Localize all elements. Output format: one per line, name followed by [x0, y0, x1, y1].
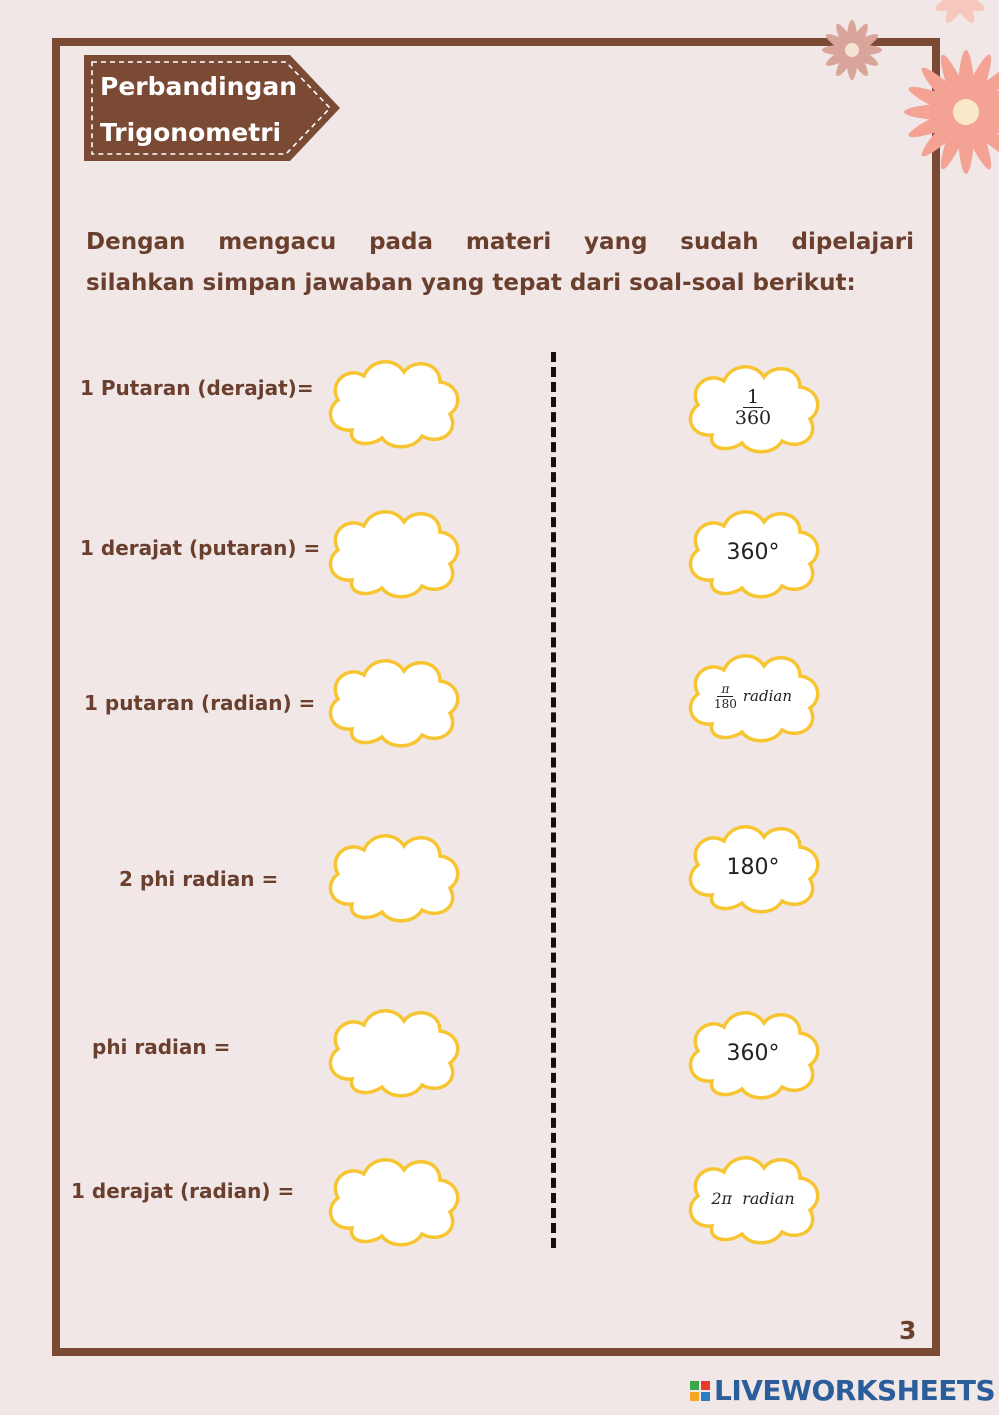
- page-number: 3: [899, 1316, 917, 1345]
- answer-label: 2π radian: [711, 1188, 795, 1208]
- answer-label: 360°: [719, 1039, 788, 1068]
- answer-fraction: [735, 387, 771, 428]
- answer-drop-target[interactable]: [322, 651, 464, 751]
- answer-drop-target[interactable]: [322, 352, 464, 452]
- fraction-numerator: π: [717, 682, 733, 697]
- footer-brand[interactable]: [690, 1374, 995, 1407]
- answer-unit: radian: [742, 687, 793, 705]
- answer-option[interactable]: [682, 646, 824, 746]
- title-line-1: Perbandingan: [100, 72, 297, 101]
- instructions-line-2: silahkan simpan jawaban yang tepat dari soal-soal berikut:: [86, 270, 856, 296]
- answer-label: 360°: [719, 538, 788, 567]
- fraction-denominator: 180: [713, 696, 737, 711]
- title-line-2: Trigonometri: [100, 118, 282, 147]
- fraction-denominator: 360: [734, 406, 772, 429]
- instructions-line-1: Dengan mengacu pada materi yang sudah dipelajari: [86, 229, 914, 255]
- answer-drop-target[interactable]: [322, 826, 464, 926]
- answer-drop-target[interactable]: [322, 502, 464, 602]
- answer-option[interactable]: [682, 1148, 824, 1248]
- question-label: 1 derajat (radian) =: [71, 1179, 295, 1203]
- question-label: 1 derajat (putaran) =: [80, 536, 321, 560]
- answer-option[interactable]: [682, 357, 824, 457]
- question-label: 1 putaran (radian) =: [84, 691, 316, 715]
- liveworksheets-logo-icon: [690, 1381, 710, 1401]
- answer-option[interactable]: [682, 817, 824, 917]
- flower-corner-icon: [910, 0, 999, 30]
- answer-fraction: [714, 682, 737, 711]
- fraction-numerator: 1: [743, 387, 763, 408]
- brand-name: LIVEWORKSHEETS: [714, 1374, 996, 1407]
- answer-option[interactable]: [682, 502, 824, 602]
- instructions: [86, 222, 914, 304]
- question-label: phi radian =: [92, 1035, 231, 1059]
- page-title: [100, 64, 320, 156]
- answer-drop-target[interactable]: [322, 1001, 464, 1101]
- dashed-divider: [551, 352, 556, 1248]
- flower-large-icon: [900, 46, 999, 182]
- question-label: 2 phi radian =: [119, 867, 279, 891]
- answer-option[interactable]: [682, 1003, 824, 1103]
- question-label: 1 Putaran (derajat)=: [80, 376, 314, 400]
- answer-drop-target[interactable]: [322, 1150, 464, 1250]
- flower-small-icon: [812, 10, 892, 90]
- answer-label: 180°: [719, 853, 788, 882]
